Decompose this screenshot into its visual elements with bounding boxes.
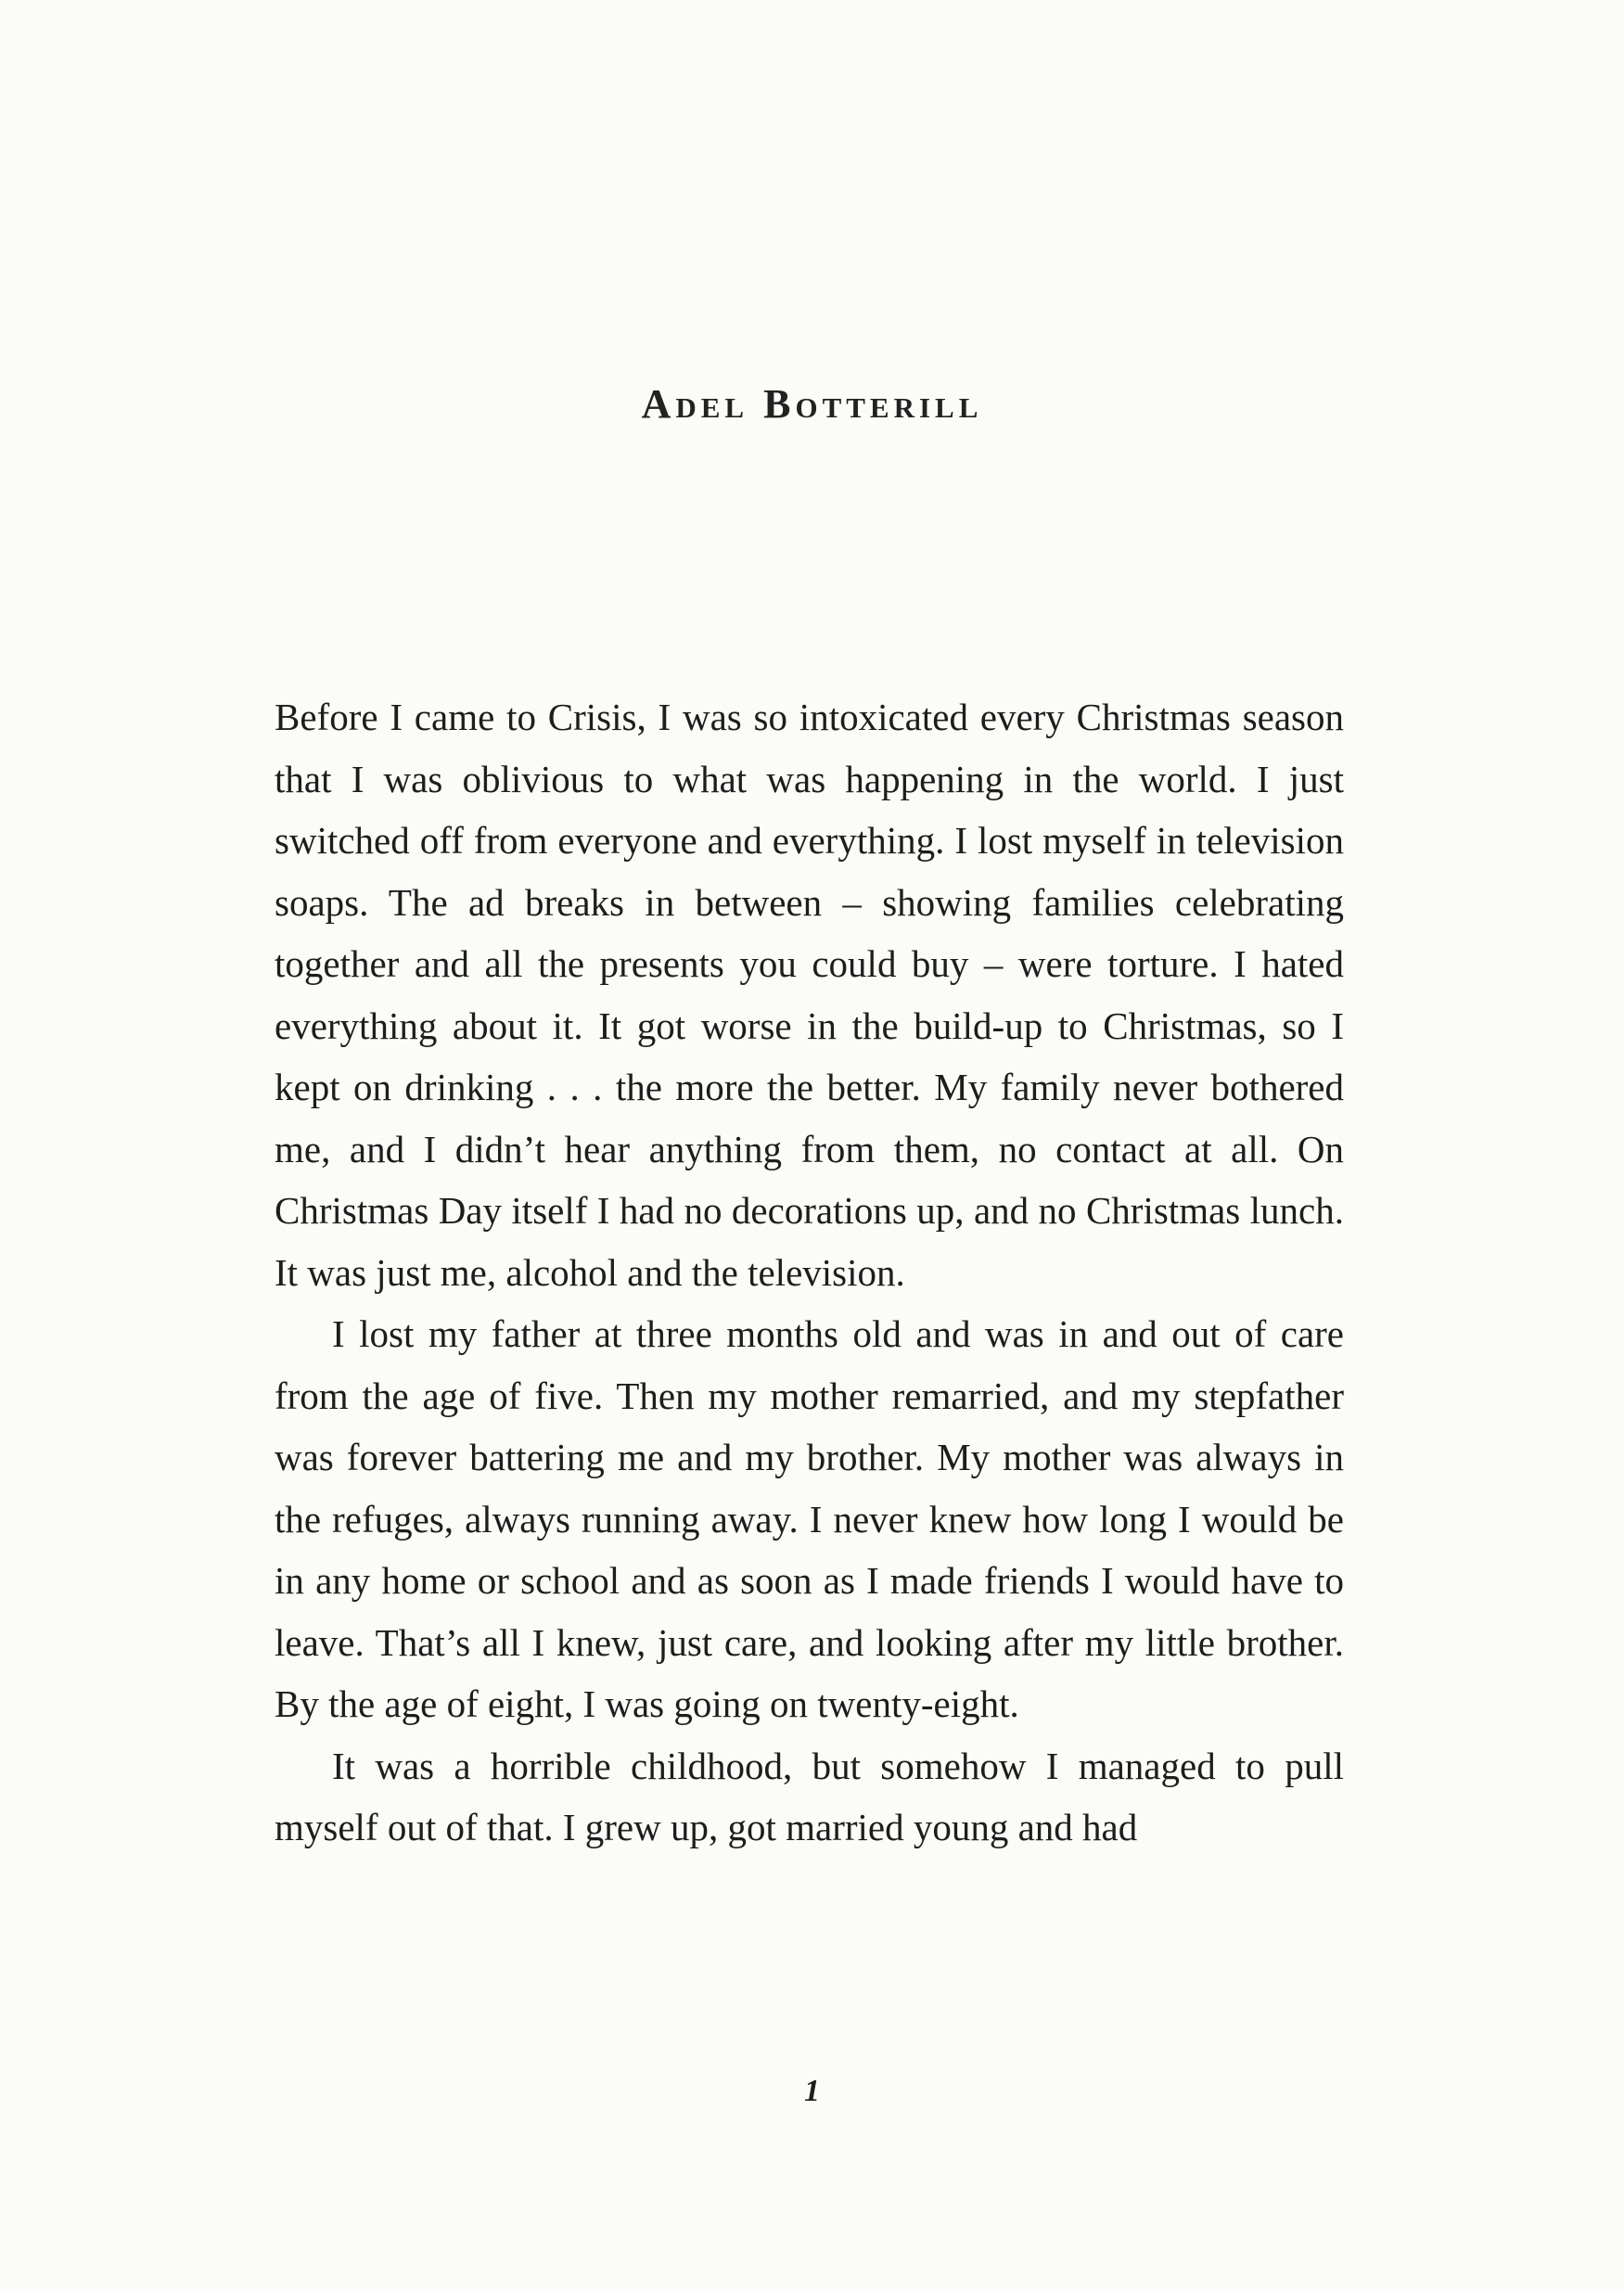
paragraph-3: It was a horrible childhood, but somehow I managed to pull myself out of that. I grew up, got married young and had bbox=[275, 1744, 1344, 1848]
page-number: 1 bbox=[804, 2074, 820, 2108]
chapter-title: Adel Botterill bbox=[641, 381, 983, 427]
paragraph-1: Before I came to Crisis, I was so intoxicated every Christmas season that I was oblivious to what was happening in the world. I just switched off from everyone and everything. I lost myself in television soaps. The ad breaks in between – showing families celebrating together and all the presents you could buy – were torture. I hated everything about it. It got worse in the build-up to Christmas, so I kept on drinking . . . the more the better. My family never bothered me, and I didn’t hear anything from them, no contact at all. On Christmas Day itself I had no decorations up, and no Christmas lunch. It was just me, alcohol and the television. bbox=[275, 696, 1344, 1294]
paragraph-2: I lost my father at three months old and was in and out of care from the age of five. Then my mother remarried, and my stepfather was forever battering me and my brother. My mother was always in the refuges, always running away. I never knew how long I would be in any home or school and as soon as I made friends I would have to leave. That’s all I knew, just care, and looking after my little brother. By the age of eight, I was going on twenty-eight. bbox=[275, 1312, 1344, 1725]
body-text bbox=[275, 686, 1344, 1859]
